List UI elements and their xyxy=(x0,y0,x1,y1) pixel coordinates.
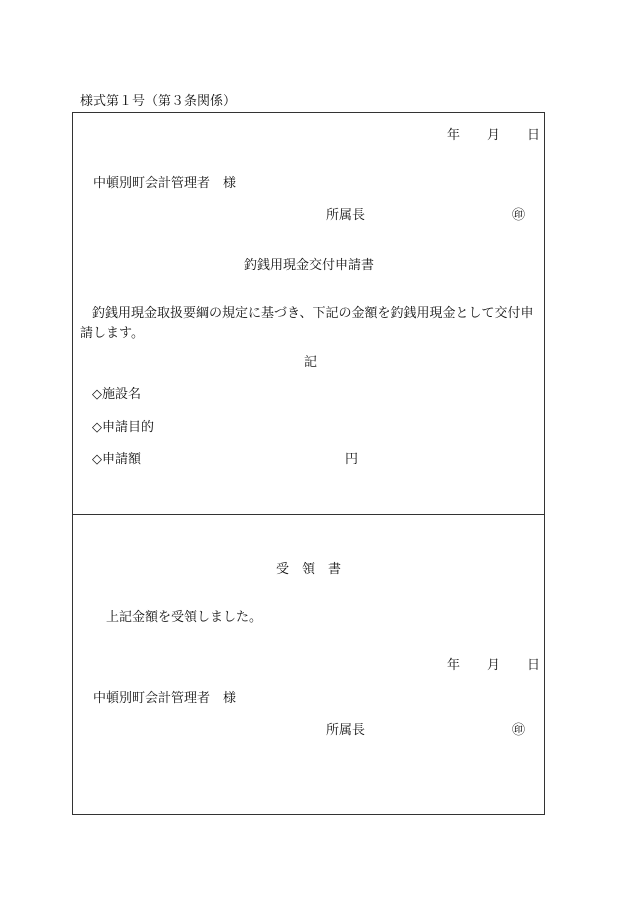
receipt-date-day-label: 日 xyxy=(527,658,541,673)
application-body: 釣銭用現金取扱要綱の規定に基づき、下記の金額を釣銭用現金として交付申請します。 xyxy=(80,306,534,341)
receipt-date-year-label: 年 xyxy=(447,658,461,673)
addressee: 中頓別町会計管理者 様 xyxy=(93,176,237,191)
document-title: 釣銭用現金交付申請書 xyxy=(244,258,375,273)
form-frame xyxy=(72,112,545,815)
note-heading: 記 xyxy=(304,355,318,370)
date-year-label: 年 xyxy=(447,128,461,143)
section-divider xyxy=(72,514,545,515)
amount-item: ◇申請額 xyxy=(92,452,141,467)
purpose-item: ◇申請目的 xyxy=(92,420,154,435)
receipt-body: 上記金額を受領しました。 xyxy=(106,610,263,625)
receipt-title: 受 領 書 xyxy=(276,562,342,577)
date-month-label: 月 xyxy=(487,128,501,143)
seal-mark: ㊞ xyxy=(512,208,526,223)
receipt-applicant-label: 所属長 xyxy=(326,723,366,738)
applicant-label: 所属長 xyxy=(326,208,366,223)
receipt-seal-mark: ㊞ xyxy=(512,723,526,738)
form-number: 様式第１号（第３条関係） xyxy=(80,94,237,109)
facility-name-item: ◇施設名 xyxy=(92,387,141,402)
yen-unit: 円 xyxy=(345,452,359,467)
receipt-date-month-label: 月 xyxy=(487,658,501,673)
receipt-addressee: 中頓別町会計管理者 様 xyxy=(93,691,237,706)
date-day-label: 日 xyxy=(527,128,541,143)
